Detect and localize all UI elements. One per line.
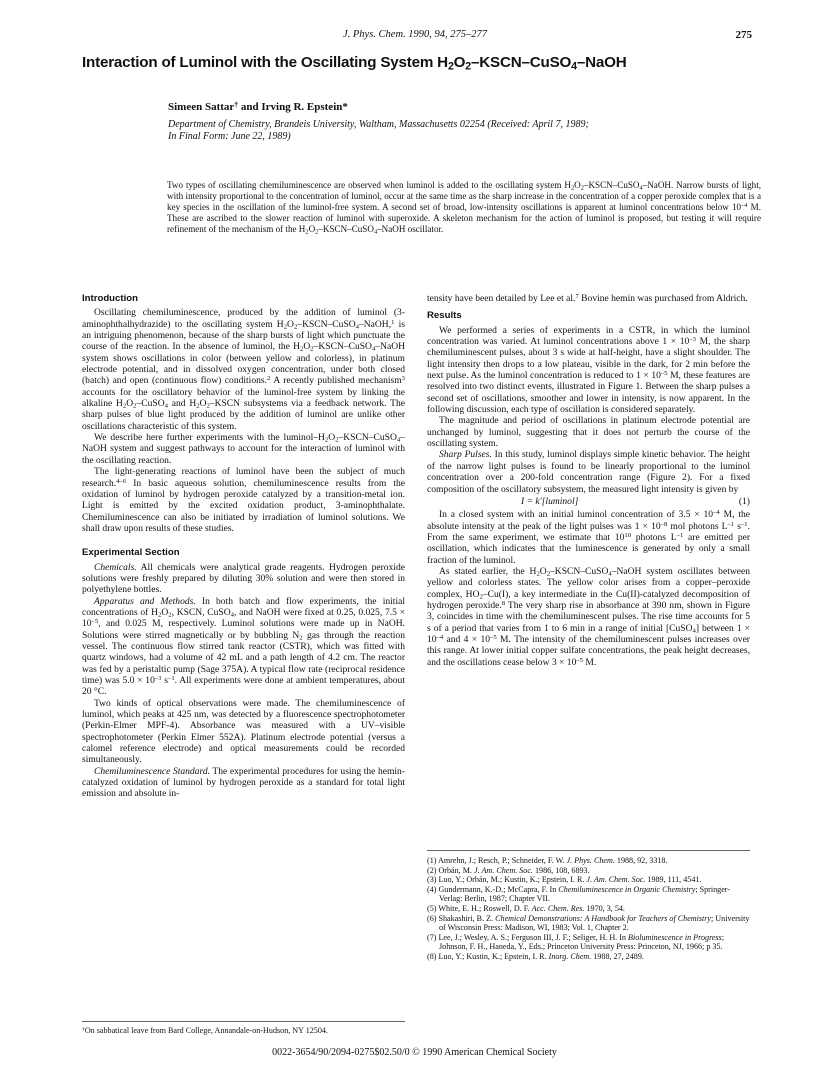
- copyright-line: 0022-3654/90/2094-0275$02.50/0 © 1990 American Chemical Society: [272, 1047, 557, 1058]
- reference-item: (6) Shakashiri, B. Z. Chemical Demonstrations: A Handbook for Teachers of Chemistry; University of Wisconsin Press: Madison, WI, 1983; Vol. 1, Chapter 2.: [427, 913, 750, 933]
- reference-item: (8) Luo, Y.; Kustin, K.; Epstein, I. R. Inorg. Chem. 1988, 27, 2489.: [427, 951, 644, 961]
- reference-item: (7) Lee, J.; Wesley, A. S.; Ferguson III, J. F.; Seliger, H. H. In Bioluminescence in Progress; Johnson, F. H., Haneda, Y., Eds.; Princeton University Press: Princeton, NJ, 1966; p 35.: [427, 932, 725, 952]
- intro-paragraph-1: Oscillating chemiluminescence, produced by the addition of luminol (3-aminophthalhydrazide) to the oscillating system $H_2O_2-KSCN-CuSO_4-NaOH,^1$ is an intriguing phenomenon, because of the sharp bursts of light which punctuate the course of the reaction. In the absence of luminol, the $H_2O_2-KSCN-CuSO_4$–NaOH system shows oscillations in color (between yellow and colorless), in platinum electrode potential, and in dissolved oxygen concentration, under both closed (batch) and open (continuous flow) conditions.$^2$ A recently published mechanism$^3$ accounts for the oscillatory behavior of the luminol-free system by linking the alkaline $H_2O_2-CuSO_4$ and $H_2O_2$–KSCN subsystems via a feedback network. The sharp pulses of blue light produced by the addition of luminol are unlike other oscillations characteristic of this system.: [82, 307, 406, 432]
- chemicals-paragraph: Chemicals. All chemicals were analytical grade reagents. Hydrogen peroxide solutions were freshly prepared by diluting 30% solution and were then stored in polyethylene bottles.: [82, 561, 405, 596]
- reference-list: [427, 850, 750, 962]
- reference-item: (1) Amrehn, J.; Resch, P.; Schneider, F. W. J. Phys. Chem. 1988, 92, 3318.: [427, 856, 668, 865]
- page-number: 275: [735, 29, 752, 41]
- results-paragraph-4: As stated earlier, the $H_2O_2-KSCN-CuSO_4$–NaOH system oscillates between yellow and colorless states. The yellow color arises from a copper–peroxide complex, $HO_2-Cu(I)$, a key intermediate in the Cu(II)-catalyzed decomposition of hydrogen peroxide.$^8$ The very sharp rise in absorbance at 390 nm, shown in Figure 3, coincides in time with the chemiluminescent pulses. The rise time accounts for 5 s of a period that varies from 1 to 6 min in a range of initial [CuSO$_4$] between $1 \times 10^{-4}$ and $4 \times 10^{-5}$ M. The intensity of the chemiluminescent pulses increases over this range. At lower initial copper sulfate concentrations, the peak height decreases, and the oscillations cease below $3 \times 10^{-5}$ M.: [427, 565, 751, 668]
- section-heading-introduction: Introduction: [82, 293, 138, 304]
- reference-item: (5) White, E. H.; Roswell, D. F. Acc. Chem. Res. 1970, 3, 54.: [427, 903, 625, 913]
- standard-paragraph: Chemiluminescence Standard. The experimental procedures for using the hemin-catalyzed oxidation of luminol by hydrogen peroxide as a standard for total light emission and absolute in-: [82, 765, 405, 800]
- intro-paragraph-2: We describe here further experiments with the luminol–$H_2O_2-KSCN-CuSO_4$–NaOH system and suggest pathways to account for the interaction of luminol with the oscillating reaction.: [82, 432, 405, 466]
- reference-item: (3) Luo, Y.; Orbán, M.; Kustin, K.; Epstein, I. R. J. Am. Chem. Soc. 1989, 111, 4541.: [427, 875, 702, 885]
- results-paragraph-3: In a closed system with an initial luminol concentration of $3.5 \times 10^{-4}$ M, the absolute intensity at the peak of the light pulses was $1 \times 10^{-8}$ mol photons $L^{-1}$ $s^{-1}$. From the same experiment, we estimate that $10^{10}$ photons $L^{-1}$ are emitted per oscillation, which indicates that the luminescence is generated by only a small fraction of the luminol.: [427, 509, 751, 566]
- reference-item: (4) Gundermann, K.-D.; McCapra, F. In Chemiluminescence in Organic Chemistry; Springer-Verlag: Berlin, 1987; Chapter VII.: [427, 884, 731, 904]
- results-paragraph-1: We performed a series of experiments in a CSTR, in which the luminol concentration was varied. At luminol concentrations above $1 \times 10^{-3}$ M, the sharp chemiluminescent pulses, about 3 s wide at half-height, have a slight shoulder. The light intensity then drops to a low plateau, visible in the dark, for 2 min before the next pulse. As the luminol concentration is reduced to $1 \times 10^{-5}$ M, these features are resolved into two distinct events, illustrated in Figure 1. Between the sharp pulses a second set of oscillations, smoother and lower in intensity, is now apparent. In the following discussion, each type of oscillation is considered separately.: [427, 324, 751, 416]
- sharp-pulses-paragraph: Sharp Pulses. In this study, luminol displays simple kinetic behavior. The height of the narrow light pulses is found to be linearly proportional to the luminol concentration over a 200-fold concentration range (Figure 2). For a fixed composition of the oscillatory subsystem, the measured light intensity is given by: [427, 449, 750, 495]
- author-list: Simeen Sattar† and Irving R. Epstein*: [168, 99, 348, 113]
- results-paragraph-2: The magnitude and period of oscillations in platinum electrode potential are unchanged by luminol, suggesting that it does not perturb the course of the oscillating system.: [427, 415, 750, 450]
- abstract: Two types of oscillating chemiluminescence are observed when luminol is added to the oscillating system $H_2O_2-KSCN-CuSO_4$–NaOH. Narrow bursts of light, with intensity proportional to the concentration of luminol, occur at the same time as the sharp increase in the concentration of a copper peroxide complex that is a key species in the oscillation of the luminol-free system. A second set of broad, low-intensity oscillations is apparent at luminol concentrations below $10^{-4}$ M. These are ascribed to the slower reaction of luminol with superoxide. A skeleton mechanism for the action of luminol is proposed, but testing it will require refinement of the mechanism of the $H_2O_2-KSCN-CuSO_4$–NaOH oscillator.: [167, 180, 761, 236]
- article-title: Interaction of Luminol with the Oscillating System $H_2O_2-KSCN-CuSO_4$–NaOH: [82, 54, 627, 73]
- intro-paragraph-3: The light-generating reactions of luminol have been the subject of much research.$^{4-6}$ In basic aqueous solution, chemiluminescence results from the oxidation of luminol by hydrogen peroxide catalyzed by a transition-metal ion. Light is emitted by the excited oxidation product, 3-aminophthalate. Chemiluminescence can also be initiated by irradiation of luminol solutions. We shall draw upon results of these studies.: [82, 466, 405, 534]
- author-footnote: †On sabbatical leave from Bard College, Annandale-on-Hudson, NY 12504.: [82, 1021, 405, 1036]
- equation-1: I = k′[luminol] (1): [521, 495, 750, 507]
- journal-citation: J. Phys. Chem. 1990, 94, 275–277: [342, 29, 488, 40]
- continuation-paragraph: tensity have been detailed by Lee et al.$^7$ Bovine hemin was purchased from Aldrich.: [427, 293, 748, 304]
- apparatus-paragraph: Apparatus and Methods. In both batch and flow experiments, the initial concentrations of $H_2O_2$, KSCN, CuSO$_4$, and NaOH were fixed at 0.25, 0.025, $7.5 \times 10^{-5}$, and 0.025 M, respectively. Luminol solutions were made up in NaOH. Solutions were stirred magnetically or by bubbling $N_2$ gas through the reaction vessel. The continuous flow stirred tank reactor (CSTR), which was fitted with quartz windows, had a volume of 42 mL and a path length of 4.2 cm. The reactor was fed by a peristaltic pump (Sage 375A). A typical flow rate (reciprocal residence time) was $5.0 \times 10^{-3}$ $s^{-1}$. All experiments were done at ambient temperatures, about 20 °C.: [82, 595, 406, 698]
- affiliation: Department of Chemistry, Brandeis University, Waltham, Massachusetts 02254 (Received: April 7, 1989; In Final Form: June 22, 1989): [168, 119, 589, 143]
- left-column: [82, 293, 405, 800]
- reference-item: (2) Orbán, M. J. Am. Chem. Soc. 1986, 108, 6893.: [427, 865, 590, 875]
- right-column: [427, 293, 750, 668]
- section-heading-experimental: Experimental Section: [82, 547, 180, 559]
- section-heading-results: Results: [427, 310, 462, 322]
- optical-paragraph: Two kinds of optical observations were made. The chemiluminescence of luminol, which peaks at 425 nm, was detected by a fluorescence spectrophotometer (Perkin-Elmer MPF-4). Absorbance was measured with a UV–visible spectrophotometer (Perkin Elmer 552A). Platinum electrode potential (versus a calomel reference electrode) and optical measurements could be recorded simultaneously.: [82, 697, 405, 766]
